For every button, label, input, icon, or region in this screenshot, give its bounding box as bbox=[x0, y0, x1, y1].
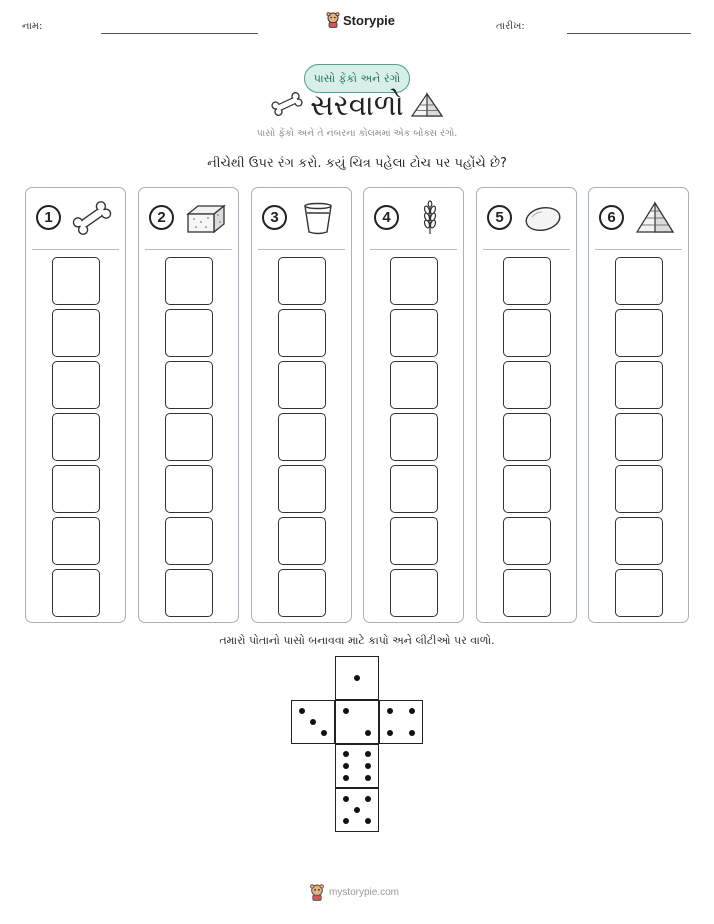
color-box[interactable] bbox=[503, 413, 551, 461]
brand-name: Storypie bbox=[343, 12, 396, 28]
die-face-1 bbox=[335, 656, 379, 700]
color-box[interactable] bbox=[503, 569, 551, 617]
column-3 bbox=[251, 187, 352, 623]
column-number: 4 bbox=[374, 205, 399, 230]
color-box[interactable] bbox=[390, 309, 438, 357]
color-box[interactable] bbox=[278, 361, 326, 409]
color-box[interactable] bbox=[278, 257, 326, 305]
pip bbox=[365, 775, 371, 781]
color-box[interactable] bbox=[503, 361, 551, 409]
brand-logo bbox=[326, 12, 395, 28]
color-box[interactable] bbox=[278, 569, 326, 617]
column-number: 1 bbox=[36, 205, 61, 230]
color-box[interactable] bbox=[165, 361, 213, 409]
color-box[interactable] bbox=[165, 517, 213, 565]
pip bbox=[387, 708, 393, 714]
color-box[interactable] bbox=[165, 413, 213, 461]
color-box[interactable] bbox=[390, 361, 438, 409]
die-face-5 bbox=[335, 788, 379, 832]
color-box[interactable] bbox=[52, 309, 100, 357]
column-1 bbox=[25, 187, 126, 623]
pip bbox=[354, 675, 360, 681]
color-box[interactable] bbox=[615, 413, 663, 461]
instructions-subtitle: પાસો ફેંકો અને તે નંબરના કોલમમાં એક બોક્સ રંગો. bbox=[256, 128, 458, 139]
color-box[interactable] bbox=[390, 517, 438, 565]
column-5 bbox=[476, 187, 577, 623]
pyramid-icon bbox=[632, 200, 678, 236]
column-divider bbox=[32, 249, 119, 250]
pip bbox=[343, 751, 349, 757]
pip bbox=[409, 730, 415, 736]
column-2 bbox=[138, 187, 239, 623]
die-face-3 bbox=[291, 700, 335, 744]
column-divider bbox=[483, 249, 570, 250]
stone-icon bbox=[520, 200, 566, 236]
color-box[interactable] bbox=[52, 517, 100, 565]
pip bbox=[387, 730, 393, 736]
color-box[interactable] bbox=[390, 569, 438, 617]
color-box[interactable] bbox=[52, 465, 100, 513]
storypie-mascot-icon bbox=[326, 12, 340, 28]
column-divider bbox=[258, 249, 345, 250]
column-divider bbox=[595, 249, 682, 250]
column-divider bbox=[370, 249, 457, 250]
color-box[interactable] bbox=[165, 257, 213, 305]
pip bbox=[321, 730, 327, 736]
color-box[interactable] bbox=[52, 257, 100, 305]
color-box[interactable] bbox=[503, 257, 551, 305]
footer-site: mystorypie.com bbox=[329, 887, 400, 898]
column-4 bbox=[363, 187, 464, 623]
pip bbox=[365, 751, 371, 757]
column-number: 3 bbox=[262, 205, 287, 230]
pip bbox=[343, 818, 349, 824]
bone-icon bbox=[69, 200, 115, 236]
color-box[interactable] bbox=[390, 465, 438, 513]
question-prompt: નીચેથી ઉપર રંગ કરો. કયું ચિત્ર પહેલા ટોચ પર પહોંચે છે? bbox=[207, 156, 507, 171]
color-box[interactable] bbox=[615, 465, 663, 513]
die-face-6 bbox=[335, 744, 379, 788]
column-number: 2 bbox=[149, 205, 174, 230]
die-face-4 bbox=[379, 700, 423, 744]
pip bbox=[343, 708, 349, 714]
sponge-icon bbox=[182, 200, 228, 236]
pip bbox=[365, 796, 371, 802]
date-label: તારીખ: bbox=[496, 21, 525, 32]
color-box[interactable] bbox=[165, 465, 213, 513]
color-box[interactable] bbox=[615, 517, 663, 565]
cutout-instruction: તમારો પોતાનો પાસો બનાવવા માટે કાપો અને લીટીઓ પર વાળો. bbox=[219, 634, 495, 647]
color-box[interactable] bbox=[503, 465, 551, 513]
pyramid-icon bbox=[410, 92, 444, 120]
pip bbox=[310, 719, 316, 725]
color-box[interactable] bbox=[278, 517, 326, 565]
activity-pill: પાસો ફેંકો અને રંગો bbox=[304, 64, 410, 93]
color-box[interactable] bbox=[615, 309, 663, 357]
pip bbox=[365, 763, 371, 769]
color-box[interactable] bbox=[615, 257, 663, 305]
color-box[interactable] bbox=[52, 569, 100, 617]
pip bbox=[343, 775, 349, 781]
color-box[interactable] bbox=[615, 361, 663, 409]
date-line bbox=[567, 33, 691, 34]
wheat-icon bbox=[407, 200, 453, 236]
color-box[interactable] bbox=[503, 517, 551, 565]
column-divider bbox=[145, 249, 232, 250]
color-box[interactable] bbox=[278, 465, 326, 513]
footer bbox=[309, 884, 399, 901]
color-box[interactable] bbox=[503, 309, 551, 357]
column-number: 6 bbox=[599, 205, 624, 230]
name-label: નામ: bbox=[22, 21, 43, 32]
color-box[interactable] bbox=[52, 361, 100, 409]
pip bbox=[343, 763, 349, 769]
color-box[interactable] bbox=[165, 309, 213, 357]
pip bbox=[365, 730, 371, 736]
pip bbox=[343, 796, 349, 802]
pip bbox=[354, 807, 360, 813]
color-box[interactable] bbox=[390, 413, 438, 461]
cup-icon bbox=[295, 200, 341, 236]
color-box[interactable] bbox=[52, 413, 100, 461]
color-box[interactable] bbox=[615, 569, 663, 617]
page-title: સરવાળો bbox=[310, 88, 404, 122]
color-box[interactable] bbox=[390, 257, 438, 305]
pip bbox=[299, 708, 305, 714]
pip bbox=[365, 818, 371, 824]
storypie-mascot-icon bbox=[309, 884, 325, 901]
pip bbox=[409, 708, 415, 714]
column-number: 5 bbox=[487, 205, 512, 230]
die-face-2 bbox=[335, 700, 379, 744]
column-6 bbox=[588, 187, 689, 623]
name-line bbox=[101, 33, 258, 34]
color-box[interactable] bbox=[278, 309, 326, 357]
color-box[interactable] bbox=[278, 413, 326, 461]
color-box[interactable] bbox=[165, 569, 213, 617]
